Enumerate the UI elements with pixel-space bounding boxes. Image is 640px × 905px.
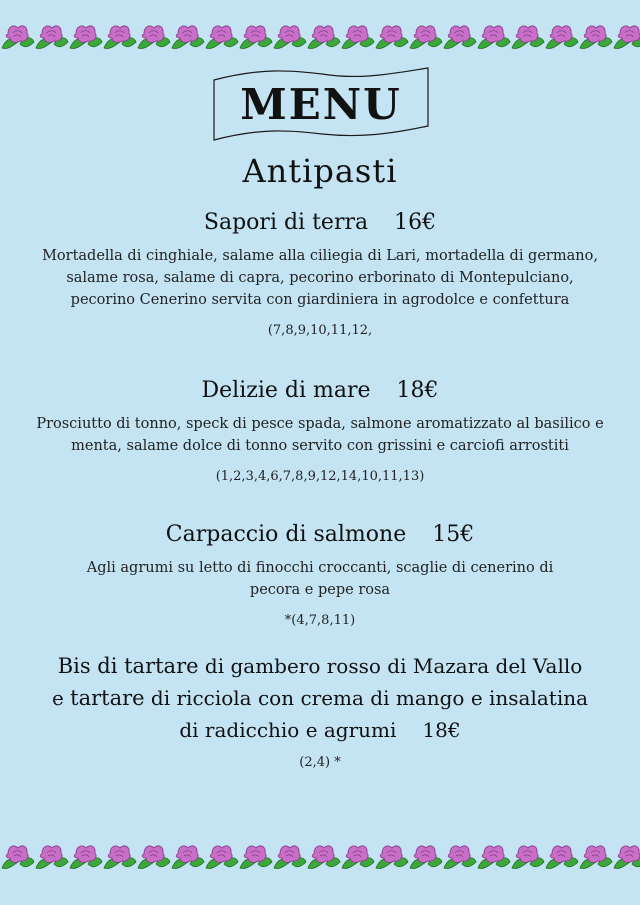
- section-title: Antipasti: [242, 152, 398, 190]
- flower-icon: [36, 26, 68, 49]
- flower-icon: [104, 846, 136, 869]
- flower-icon: [104, 26, 136, 49]
- flower-icon: [546, 26, 578, 49]
- flower-icon: [206, 26, 238, 49]
- flower-border-icon: [0, 842, 640, 876]
- dish-price: 18€: [396, 378, 439, 403]
- flower-icon: [546, 846, 578, 869]
- flower-icon: [138, 26, 170, 49]
- dish-description: di ricciola con crema di mango e insalatina: [144, 686, 589, 710]
- flower-icon: [580, 846, 612, 869]
- bottom-floral-border: [0, 842, 640, 876]
- flower-icon: [478, 846, 510, 869]
- flower-icon: [444, 846, 476, 869]
- flower-icon: [342, 26, 374, 49]
- dish-description: di gambero rosso di Mazara del Vallo: [198, 654, 583, 678]
- flower-border-icon: [0, 22, 640, 56]
- dish-name: Carpaccio di salmone: [165, 522, 407, 547]
- flower-icon: [274, 26, 306, 49]
- flower-icon: [614, 846, 640, 869]
- dish-allergens: (7,8,9,10,11,12,: [267, 323, 373, 338]
- flower-icon: [376, 846, 408, 869]
- dish-heading: [60, 522, 580, 547]
- dish-line: [30, 650, 610, 682]
- flower-icon: [410, 26, 442, 49]
- dish-item-tartare: [30, 650, 610, 746]
- flower-icon: [478, 26, 510, 49]
- flower-icon: [138, 846, 170, 869]
- flower-icon: [274, 846, 306, 869]
- dish-line: [30, 682, 610, 714]
- dish-description: Agli agrumi su letto di finocchi croccanti, scaglie di cenerino di pecora e pepe rosa: [86, 560, 554, 598]
- dish-name: Sapori di terra: [203, 210, 369, 235]
- dish-name: Delizie di mare: [201, 378, 371, 403]
- flower-icon: [2, 26, 34, 49]
- flower-icon: [614, 26, 640, 49]
- flower-icon: [172, 846, 204, 869]
- dish-price: 16€: [394, 210, 437, 235]
- flower-icon: [444, 26, 476, 49]
- flower-icon: [36, 846, 68, 869]
- flower-icon: [308, 846, 340, 869]
- dish-heading: [30, 378, 610, 403]
- dish-allergens: (2,4) *: [299, 755, 341, 770]
- top-floral-border: [0, 22, 640, 56]
- dish-price: 15€: [432, 522, 475, 547]
- dish-heading: [40, 210, 600, 235]
- dish-allergens: *(4,7,8,11): [284, 613, 356, 628]
- dish-description: di radicchio e agrumi: [179, 718, 397, 742]
- flower-icon: [240, 846, 272, 869]
- flower-icon: [410, 846, 442, 869]
- dish-item: [60, 522, 580, 628]
- menu-banner: [210, 66, 432, 142]
- flower-icon: [376, 26, 408, 49]
- dish-name: Bis di tartare: [57, 654, 199, 678]
- flower-icon: [580, 26, 612, 49]
- dish-description: e: [51, 686, 71, 710]
- dish-name: tartare: [70, 686, 145, 710]
- flower-icon: [308, 26, 340, 49]
- flower-icon: [512, 26, 544, 49]
- flower-icon: [2, 846, 34, 869]
- flower-icon: [172, 26, 204, 49]
- dish-item: [40, 210, 600, 338]
- banner-title: MENU: [240, 80, 402, 129]
- flower-icon: [342, 846, 374, 869]
- dish-price: 18€: [422, 718, 461, 742]
- flower-icon: [512, 846, 544, 869]
- flower-icon: [70, 26, 102, 49]
- dish-description: Mortadella di cinghiale, salame alla ciliegia di Lari, mortadella di germano, salame rosa, salame di capra, pecorino erborinato di Montepulciano, pecorino Cenerino servita con giardiniera in agrodolce e confettura: [42, 248, 598, 308]
- flower-icon: [70, 846, 102, 869]
- dish-allergens: (1,2,3,4,6,7,8,9,12,14,10,11,13): [215, 469, 425, 484]
- dish-description: Prosciutto di tonno, speck di pesce spada, salmone aromatizzato al basilico e menta, salame dolce di tonno servito con grissini e carciofi arrostiti: [36, 416, 604, 454]
- flower-icon: [206, 846, 238, 869]
- dish-item: [30, 378, 610, 484]
- flower-icon: [240, 26, 272, 49]
- dish-line: [30, 714, 610, 746]
